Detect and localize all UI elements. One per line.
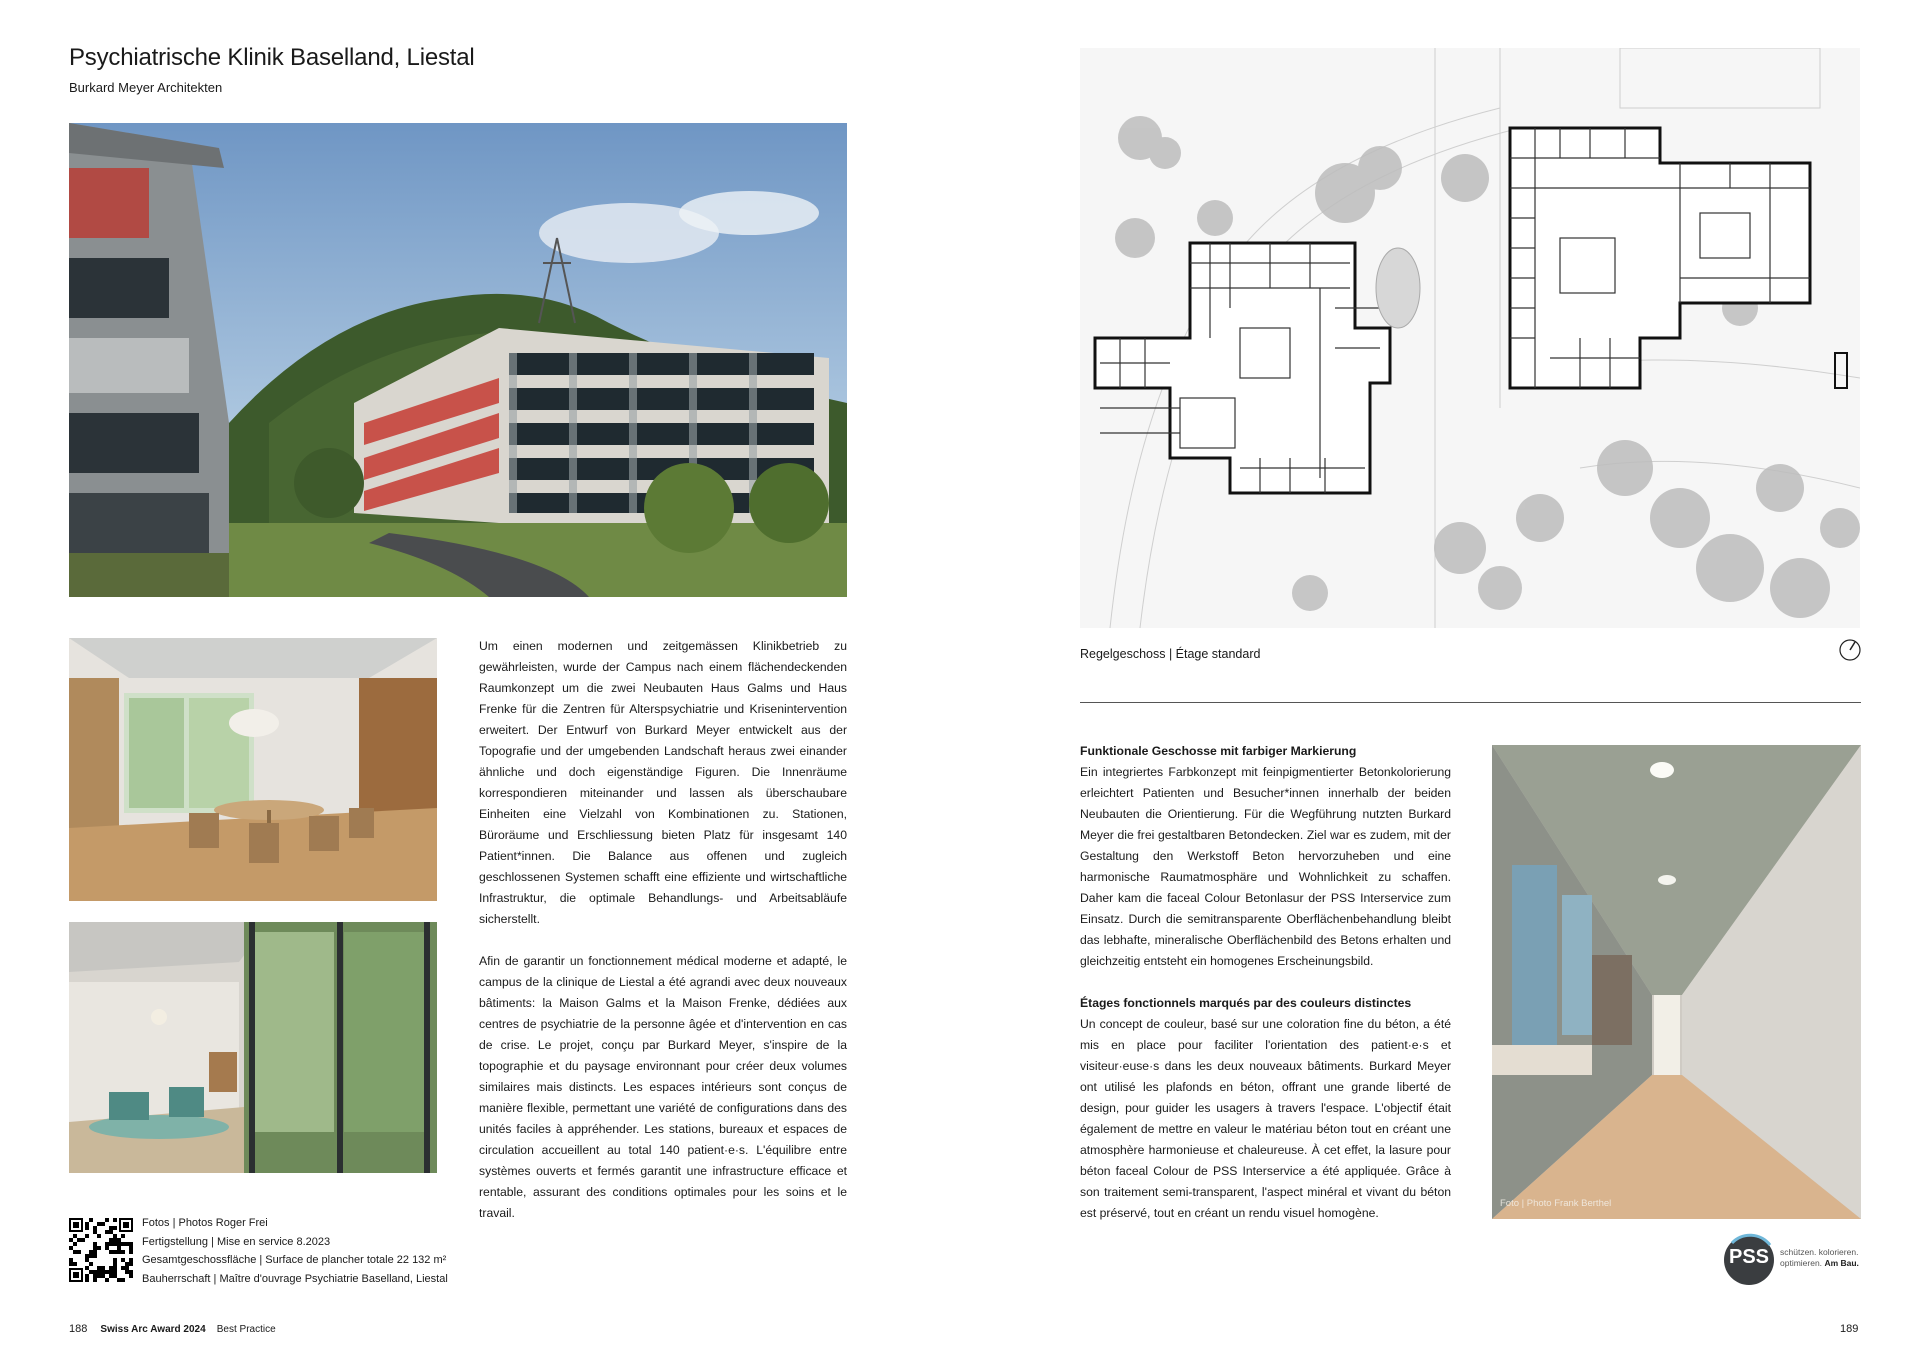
heading-fr: Étages fonctionnels marqués par des couleurs distinctes (1080, 996, 1412, 1010)
floor-plan-caption: Regelgeschoss | Étage standard (1080, 647, 1261, 661)
photo-credit: Foto | Photo Frank Berthel (1500, 1198, 1612, 1209)
page-title: Psychiatrische Klinik Baselland, Liestal (69, 44, 475, 71)
publication-category: Best Practice (216, 1324, 276, 1335)
hero-exterior-photo (69, 123, 847, 597)
pss-logo-mark: PSS (1728, 1246, 1770, 1268)
footer-left (69, 1323, 276, 1335)
north-arrow-icon (1839, 639, 1861, 661)
credit-completion: Fertigstellung | Mise en service 8.2023 (142, 1235, 331, 1248)
pss-tagline-1: schützen. kolorieren. (1780, 1247, 1859, 1257)
publication-name: Swiss Arc Award 2024 (100, 1324, 206, 1335)
pss-tagline-2: optimieren. (1780, 1258, 1823, 1268)
page-number-left: 188 (69, 1323, 88, 1335)
paragraph-right-fr: Un concept de couleur, basé sur une coloration fine du béton, a été mis en place pour faciliter l'orientation des patient·e·s et visiteur·euse·s dans les deux nouveaux bâtiments. Burkard Meyer ont utilisé les plafonds en béton, offrant une grande liberté de design, pour guider les usagers à travers l'espace. L'objectif était également de mettre en valeur le matériau béton tout en créant une atmosphère harmonieuse et chaleureuse. À cet effet, la lasure pour béton faceal Colour de PSS Interservice a été appliquée. Grâce à son traitement semi-transparent, l'aspect minéral et vivant du béton est préservé, tout en créant un rendu visuel homogène. (1080, 1017, 1451, 1220)
body-text-left (479, 636, 847, 1245)
page-number-right: 189 (1840, 1323, 1859, 1335)
paragraph-fr: Afin de garantir un fonctionnement médical moderne et adapté, le campus de la clinique de Liestal a été agrandi avec deux nouveaux bâtiments: la Maison Galms et la Maison Frenke, dédiées aux centres de psychiatrie de la personne âgée et d'intervention en cas de crise. Le projet, conçu par Burkard Meyer, s'inspire de la topographie et du paysage environnant pour créer deux volumes similaires mais distincts. Les espaces intérieurs sont conçus de manière flexible, permettant une variété de configurations dans des unités faciles à appréhender. Les stations, bureaux et espaces de circulation accueillent au total 140 patient·e·s. L'équilibre entre systèmes ouverts et fermés garantit une infrastructure efficace et rentable, assurant des conditions optimales pour les soins et le travail. (479, 954, 847, 1220)
qr-code[interactable] (69, 1218, 133, 1282)
interior-dining-photo (69, 638, 437, 901)
architect-name: Burkard Meyer Architekten (69, 80, 223, 95)
section-divider (1080, 702, 1861, 703)
body-text-right (1080, 741, 1451, 1245)
interior-lounge-photo (69, 922, 437, 1173)
credit-photos: Fotos | Photos Roger Frei (142, 1217, 268, 1229)
floor-plan-drawing (1080, 48, 1860, 628)
paragraph-right-de: Ein integriertes Farbkonzept mit feinpigmentierter Betonkolorierung erleichtert Patienten und Besucher*innen innerhalb der beiden Neubauten die Orientierung. Für die Wegführung nutzten Burkard Meyer die frei gestaltbaren Betondecken. Ziel war es zudem, mit der Gestaltung den Werkstoff Beton hervorzuheben und eine harmonische Raumatmosphäre und Wohnlichkeit zu schaffen. Daher kam die faceal Colour Betonlasur der PSS Interservice zum Einsatz. Durch die semitransparente Oberflächenbehandlung bleibt das lebhafte, mineralische Oberflächenbild des Betons erhalten und gleichzeitig entsteht ein homogenes Erscheinungsbild. (1080, 765, 1451, 968)
credit-client: Bauherrschaft | Maître d'ouvrage Psychiatrie Baselland, Liestal (142, 1272, 448, 1285)
paragraph-de: Um einen modernen und zeitgemässen Klinikbetrieb zu gewährleisten, wurde der Campus nach einem flächendeckenden Raumkonzept um die zwei Neubauten Haus Galms und Haus Frenke für die Zentren für Alterspsychiatrie und Krisenintervention erweitert. Der Entwurf von Burkard Meyer entwickelt aus der Topografie und der umgebenden Landschaft heraus zwei einander ähnliche und doch eigenständige Figuren. Die Innenräume korrespondieren miteinander und lassen als überschaubare Einheiten eine Vielzahl von Kombinationen zu. Stationen, Büroräume und Erschliessung bieten Platz für insgesamt 140 Patient*innen. Die Balance aus offenen und zugleich geschlossenen Systemen schafft eine effiziente und wirtschaftliche Infrastruktur, die optimale Behandlungs- und Arbeitsabläufe sicherstellt. (479, 639, 847, 926)
pss-tagline-3: Am Bau. (1824, 1258, 1859, 1268)
corridor-photo (1492, 745, 1861, 1219)
pss-logo[interactable] (1722, 1233, 1862, 1289)
heading-de: Funktionale Geschosse mit farbiger Markierung (1080, 744, 1357, 758)
credit-area: Gesamtgeschossfläche | Surface de plancher totale 22 132 m² (142, 1254, 447, 1266)
project-credits (142, 1214, 542, 1288)
